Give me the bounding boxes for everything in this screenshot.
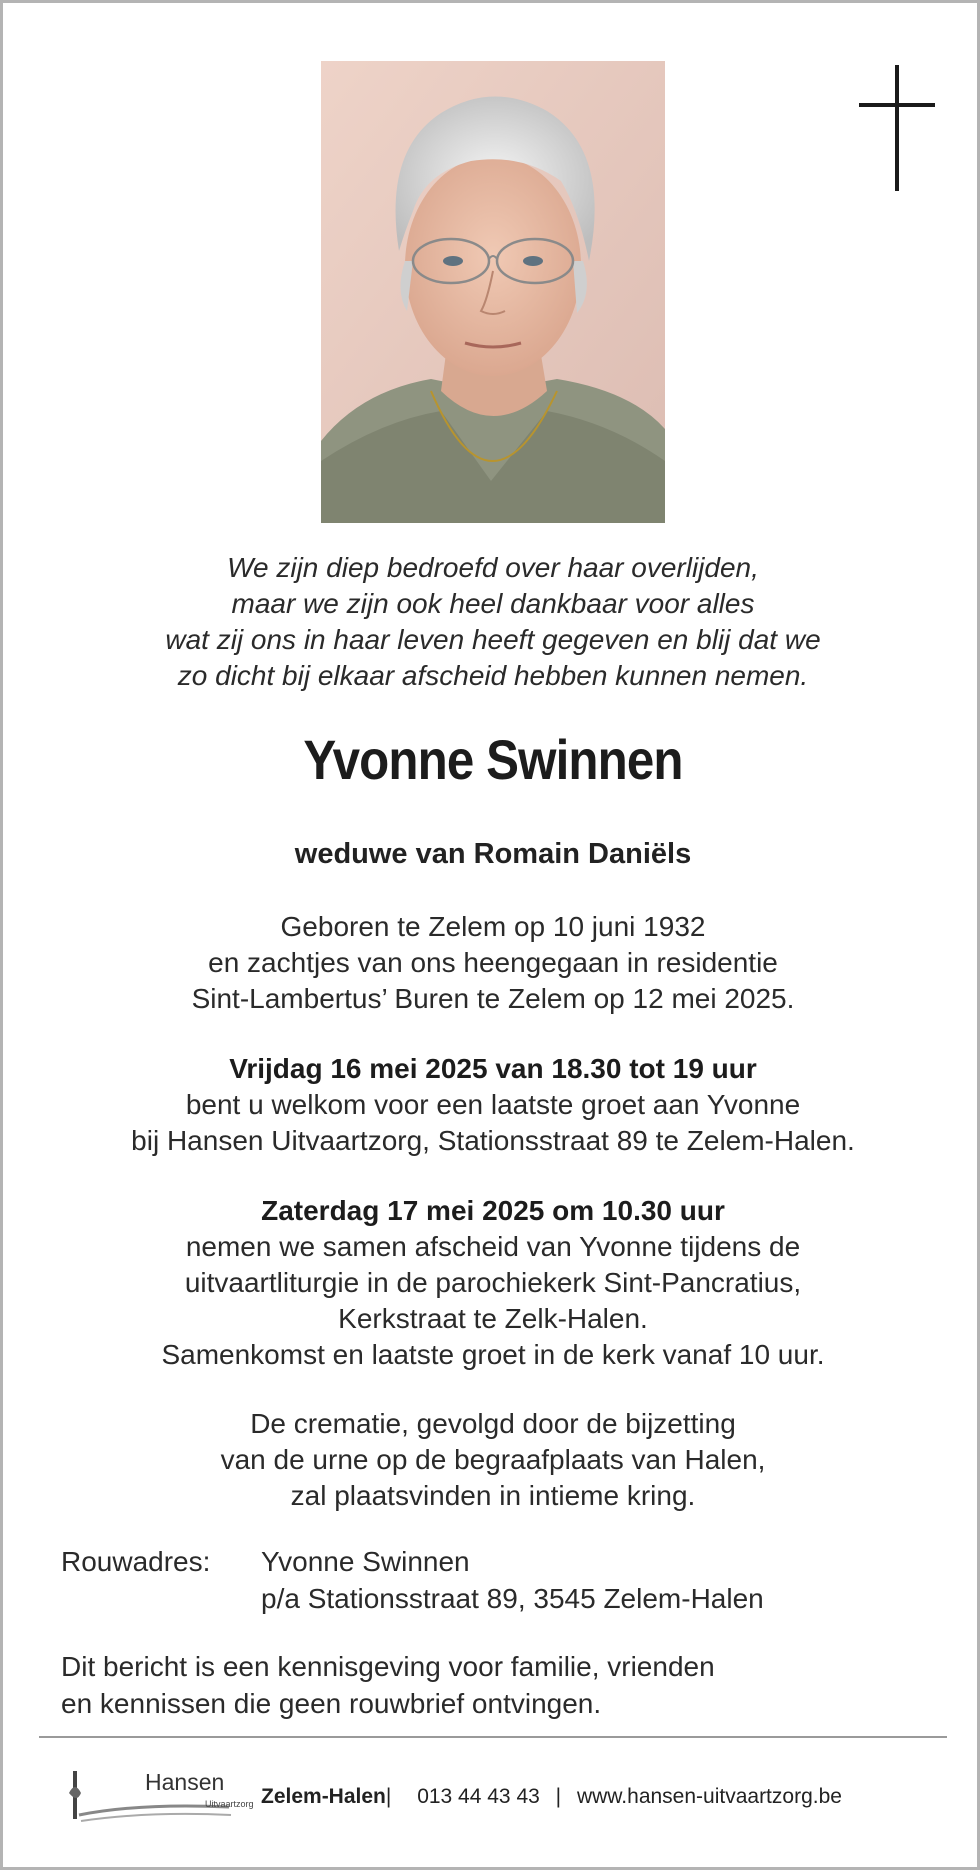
logo-subtitle: Uitvaartzorg [205,1799,254,1809]
address-line: p/a Stationsstraat 89, 3545 Zelem-Halen [261,1583,764,1614]
info-line: Samenkomst en laatste groet in de kerk vanaf 10 uur. [161,1339,825,1370]
footer-phone[interactable]: 013 44 43 43 [417,1785,540,1808]
info-line: uitvaartliturgie in de parochiekerk Sint-Pancratius, [184,1267,802,1298]
info-line: De crematie, gevolgd door de bijzetting [250,1408,736,1439]
quote-line: zo dicht bij elkaar afscheid hebben kunnen nemen. [177,660,809,691]
visitation-info [3,1051,980,1159]
info-line: Kerkstraat te Zelk-Halen. [338,1303,648,1334]
info-line: en zachtjes van ons heengegaan in residentie [208,947,778,978]
funeral-date: Zaterdag 17 mei 2025 om 10.30 uur [261,1195,725,1226]
separator: | [385,1785,392,1808]
info-line: van de urne op de begraafplaats van Halen, [220,1444,766,1475]
address-label: Rouwadres: [61,1546,211,1577]
deceased-name: Yvonne Swinnen [303,728,683,791]
separator: | [555,1785,562,1808]
quote-line: maar we zijn ook heel dankbaar voor alles [231,588,755,619]
info-line: zal plaatsvinden in intieme kring. [290,1480,696,1511]
quote-line: wat zij ons in haar leven heeft gegeven en blij dat we [165,624,821,655]
info-line: nemen we samen afscheid van Yvonne tijdens de [185,1231,801,1262]
contact-info [261,1785,842,1809]
quote-line: We zijn diep bedroefd over haar overlijden, [227,552,759,583]
info-line: Sint-Lambertus’ Buren te Zelem op 12 mei 2025. [191,983,795,1014]
info-line: bij Hansen Uitvaartzorg, Stationsstraat 89 te Zelem-Halen. [131,1125,855,1156]
hansen-logo [59,1763,254,1829]
address-line: Yvonne Swinnen [261,1546,470,1577]
visitation-date: Vrijdag 16 mei 2025 van 18.30 tot 19 uur [229,1053,757,1084]
address-lines [261,1543,764,1617]
condolence-quote [3,550,980,694]
notice-line: en kennissen die geen rouwbrief ontvingen. [61,1688,602,1719]
cross-icon [859,65,935,191]
notice-line: Dit bericht is een kennisgeving voor familie, vrienden [61,1651,715,1682]
logo-name: Hansen [145,1769,225,1795]
portrait-photo [321,61,665,523]
widow-line: weduwe van Romain Daniëls [294,838,692,870]
notice-text [61,1648,715,1722]
funeral-info [3,1193,980,1373]
birth-death-info [3,909,980,1017]
footer-city: Zelem-Halen [261,1785,386,1808]
info-line: Geboren te Zelem op 10 juni 1932 [280,911,706,942]
footer-divider [39,1736,947,1738]
cremation-info [3,1406,980,1514]
info-line: bent u welkom voor een laatste groet aan Yvonne [185,1089,801,1120]
footer-website[interactable]: www.hansen-uitvaartzorg.be [576,1785,842,1808]
footer [3,1763,980,1833]
